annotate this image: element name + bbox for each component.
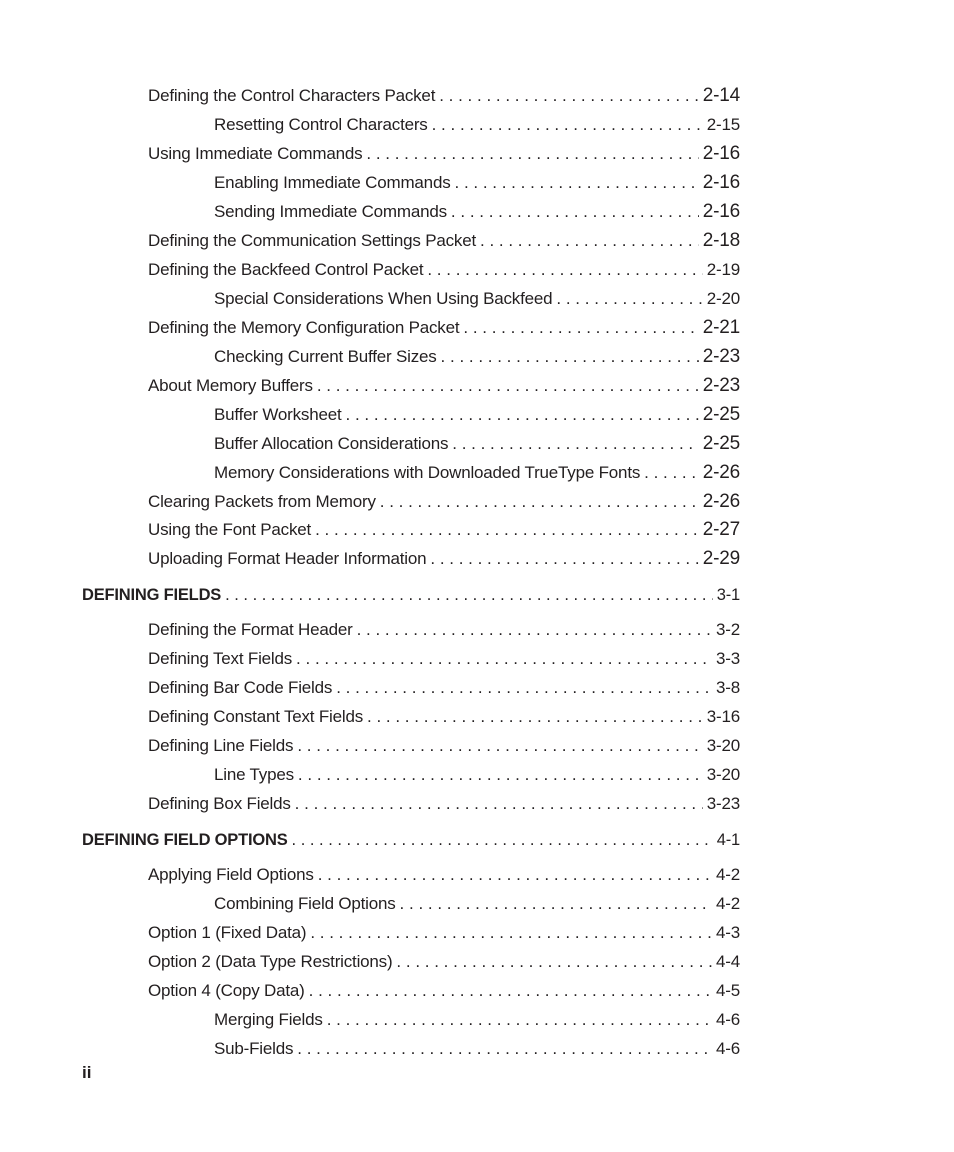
dot-leader (363, 705, 703, 729)
toc-entry (214, 432, 740, 456)
dot-leader (392, 950, 712, 974)
toc-entry (148, 229, 740, 253)
toc-entry (214, 461, 740, 485)
toc-entry (148, 705, 740, 729)
toc-entry (148, 792, 740, 816)
entry-page-number: 2-23 (702, 375, 740, 396)
entry-title: Applying Field Options (148, 865, 314, 884)
dot-leader (293, 734, 702, 758)
entry-title: Defining the Communication Settings Packet (148, 231, 476, 250)
entry-page-number: 2-14 (702, 85, 740, 106)
entry-page-number: 3-16 (706, 707, 740, 726)
entry-title: Defining the Format Header (148, 620, 353, 639)
dot-leader (640, 461, 699, 485)
entry-page-number: 2-16 (702, 143, 740, 164)
entry-page-number: 2-15 (706, 115, 740, 134)
entry-page-number: 4-6 (716, 1010, 740, 1029)
dot-leader (426, 547, 698, 571)
entry-page-number: 3-20 (706, 736, 740, 755)
dot-leader (353, 618, 712, 642)
dot-leader (447, 200, 699, 224)
entry-page-number: 2-26 (702, 462, 740, 483)
entry-title: Checking Current Buffer Sizes (214, 347, 437, 366)
dot-leader (293, 1037, 712, 1061)
entry-title: Using Immediate Commands (148, 144, 363, 163)
dot-leader (323, 1008, 712, 1032)
dot-leader (306, 921, 712, 945)
entry-page-number: 3-8 (716, 678, 740, 697)
entry-page-number: 2-16 (702, 201, 740, 222)
toc-entry (214, 892, 740, 916)
toc-entry (148, 374, 740, 398)
dot-leader (437, 345, 699, 369)
toc-entry (148, 921, 740, 945)
dot-leader (459, 316, 698, 340)
entry-title: Defining the Backfeed Control Packet (148, 260, 424, 279)
toc-entry (214, 403, 740, 427)
entry-title: Defining Constant Text Fields (148, 707, 364, 726)
entry-title: Defining Text Fields (148, 649, 293, 668)
entry-title: Buffer Allocation Considerations (214, 434, 449, 453)
entry-title: Merging Fields (214, 1010, 323, 1029)
entry-page-number: 2-27 (702, 519, 740, 540)
entry-title: Line Types (214, 765, 294, 784)
toc-entry (148, 734, 740, 758)
entry-title: Defining the Memory Configuration Packet (148, 318, 460, 337)
entry-title: Option 4 (Copy Data) (148, 981, 305, 1000)
chapter-entry (82, 583, 740, 607)
chapter-entry (82, 828, 740, 852)
toc-entry (148, 647, 740, 671)
toc-entry (214, 200, 740, 224)
dot-leader (314, 863, 712, 887)
entry-page-number: 4-6 (716, 1039, 740, 1058)
toc-entry (148, 863, 740, 887)
toc-entry (148, 142, 740, 166)
dot-leader (476, 229, 699, 253)
dot-leader (332, 676, 712, 700)
entry-page-number: 4-4 (716, 952, 740, 971)
entry-title: Clearing Packets from Memory (148, 492, 376, 511)
entry-page-number: 4-2 (716, 865, 740, 884)
toc-entry (214, 763, 740, 787)
entry-title: Buffer Worksheet (214, 405, 342, 424)
dot-leader (435, 84, 699, 108)
entry-title: DEFINING FIELDS (82, 586, 222, 604)
dot-leader (291, 792, 703, 816)
entry-page-number: 2-19 (706, 260, 740, 279)
entry-title: Sub-Fields (214, 1039, 294, 1058)
toc-entry (148, 547, 740, 571)
entry-page-number: 2-16 (702, 172, 740, 193)
entry-page-number: 4-5 (716, 981, 740, 1000)
toc-entry (148, 950, 740, 974)
entry-title: Uploading Format Header Information (148, 549, 427, 568)
toc-entry (214, 1008, 740, 1032)
dot-leader (428, 113, 703, 137)
entry-title: DEFINING FIELD OPTIONS (82, 831, 288, 849)
dot-leader (292, 647, 712, 671)
dot-leader (448, 432, 699, 456)
entry-title: Defining Box Fields (148, 794, 291, 813)
entry-page-number: 2-20 (706, 289, 740, 308)
toc-entry (148, 979, 740, 1003)
toc-entry (214, 171, 740, 195)
toc-entry (214, 1037, 740, 1061)
entry-title: Sending Immediate Commands (214, 202, 447, 221)
entry-page-number: 3-23 (706, 794, 740, 813)
dot-leader (342, 403, 699, 427)
entry-title: Combining Field Options (214, 894, 396, 913)
toc-entry (148, 490, 740, 514)
entry-page-number: 2-29 (702, 548, 740, 569)
toc-entry (148, 676, 740, 700)
dot-leader (313, 374, 699, 398)
entry-page-number: 3-3 (716, 649, 740, 668)
toc-entry (148, 316, 740, 340)
dot-leader (376, 490, 699, 514)
entry-page-number: 2-25 (702, 433, 740, 454)
entry-title: Memory Considerations with Downloaded TrueType Fonts (214, 463, 641, 482)
entry-page-number: 2-21 (702, 317, 740, 338)
entry-title: Defining Bar Code Fields (148, 678, 333, 697)
entry-title: Enabling Immediate Commands (214, 173, 451, 192)
dot-leader (396, 892, 712, 916)
entry-page-number: 3-20 (706, 765, 740, 784)
entry-page-number: 4-3 (716, 923, 740, 942)
entry-title: Defining the Control Characters Packet (148, 86, 436, 105)
entry-page-number: 3-1 (716, 586, 740, 604)
toc-entry (214, 345, 740, 369)
dot-leader (288, 828, 713, 852)
entry-page-number: 2-25 (702, 404, 740, 425)
entry-page-number: 3-2 (716, 620, 740, 639)
toc-entry (214, 287, 740, 311)
toc-entry (214, 113, 740, 137)
dot-leader (311, 518, 699, 542)
dot-leader (305, 979, 712, 1003)
toc-entry (148, 258, 740, 282)
dot-leader (423, 258, 702, 282)
entry-page-number: 2-26 (702, 491, 740, 512)
toc-entry (148, 618, 740, 642)
entry-title: Special Considerations When Using Backfeed (214, 289, 553, 308)
toc-entry (148, 84, 740, 108)
entry-title: About Memory Buffers (148, 376, 313, 395)
dot-leader (552, 287, 702, 311)
entry-title: Option 1 (Fixed Data) (148, 923, 307, 942)
entry-title: Using the Font Packet (148, 520, 312, 539)
dot-leader (451, 171, 699, 195)
toc-entry (148, 518, 740, 542)
dot-leader (362, 142, 698, 166)
entry-title: Option 2 (Data Type Restrictions) (148, 952, 393, 971)
entry-page-number: 2-23 (702, 346, 740, 367)
entry-title: Resetting Control Characters (214, 115, 428, 134)
dot-leader (294, 763, 703, 787)
entry-page-number: 4-1 (716, 831, 740, 849)
entry-page-number: 4-2 (716, 894, 740, 913)
dot-leader (221, 583, 713, 607)
entry-page-number: 2-18 (702, 230, 740, 251)
entry-title: Defining Line Fields (148, 736, 294, 755)
page-number: ii (82, 1063, 92, 1082)
